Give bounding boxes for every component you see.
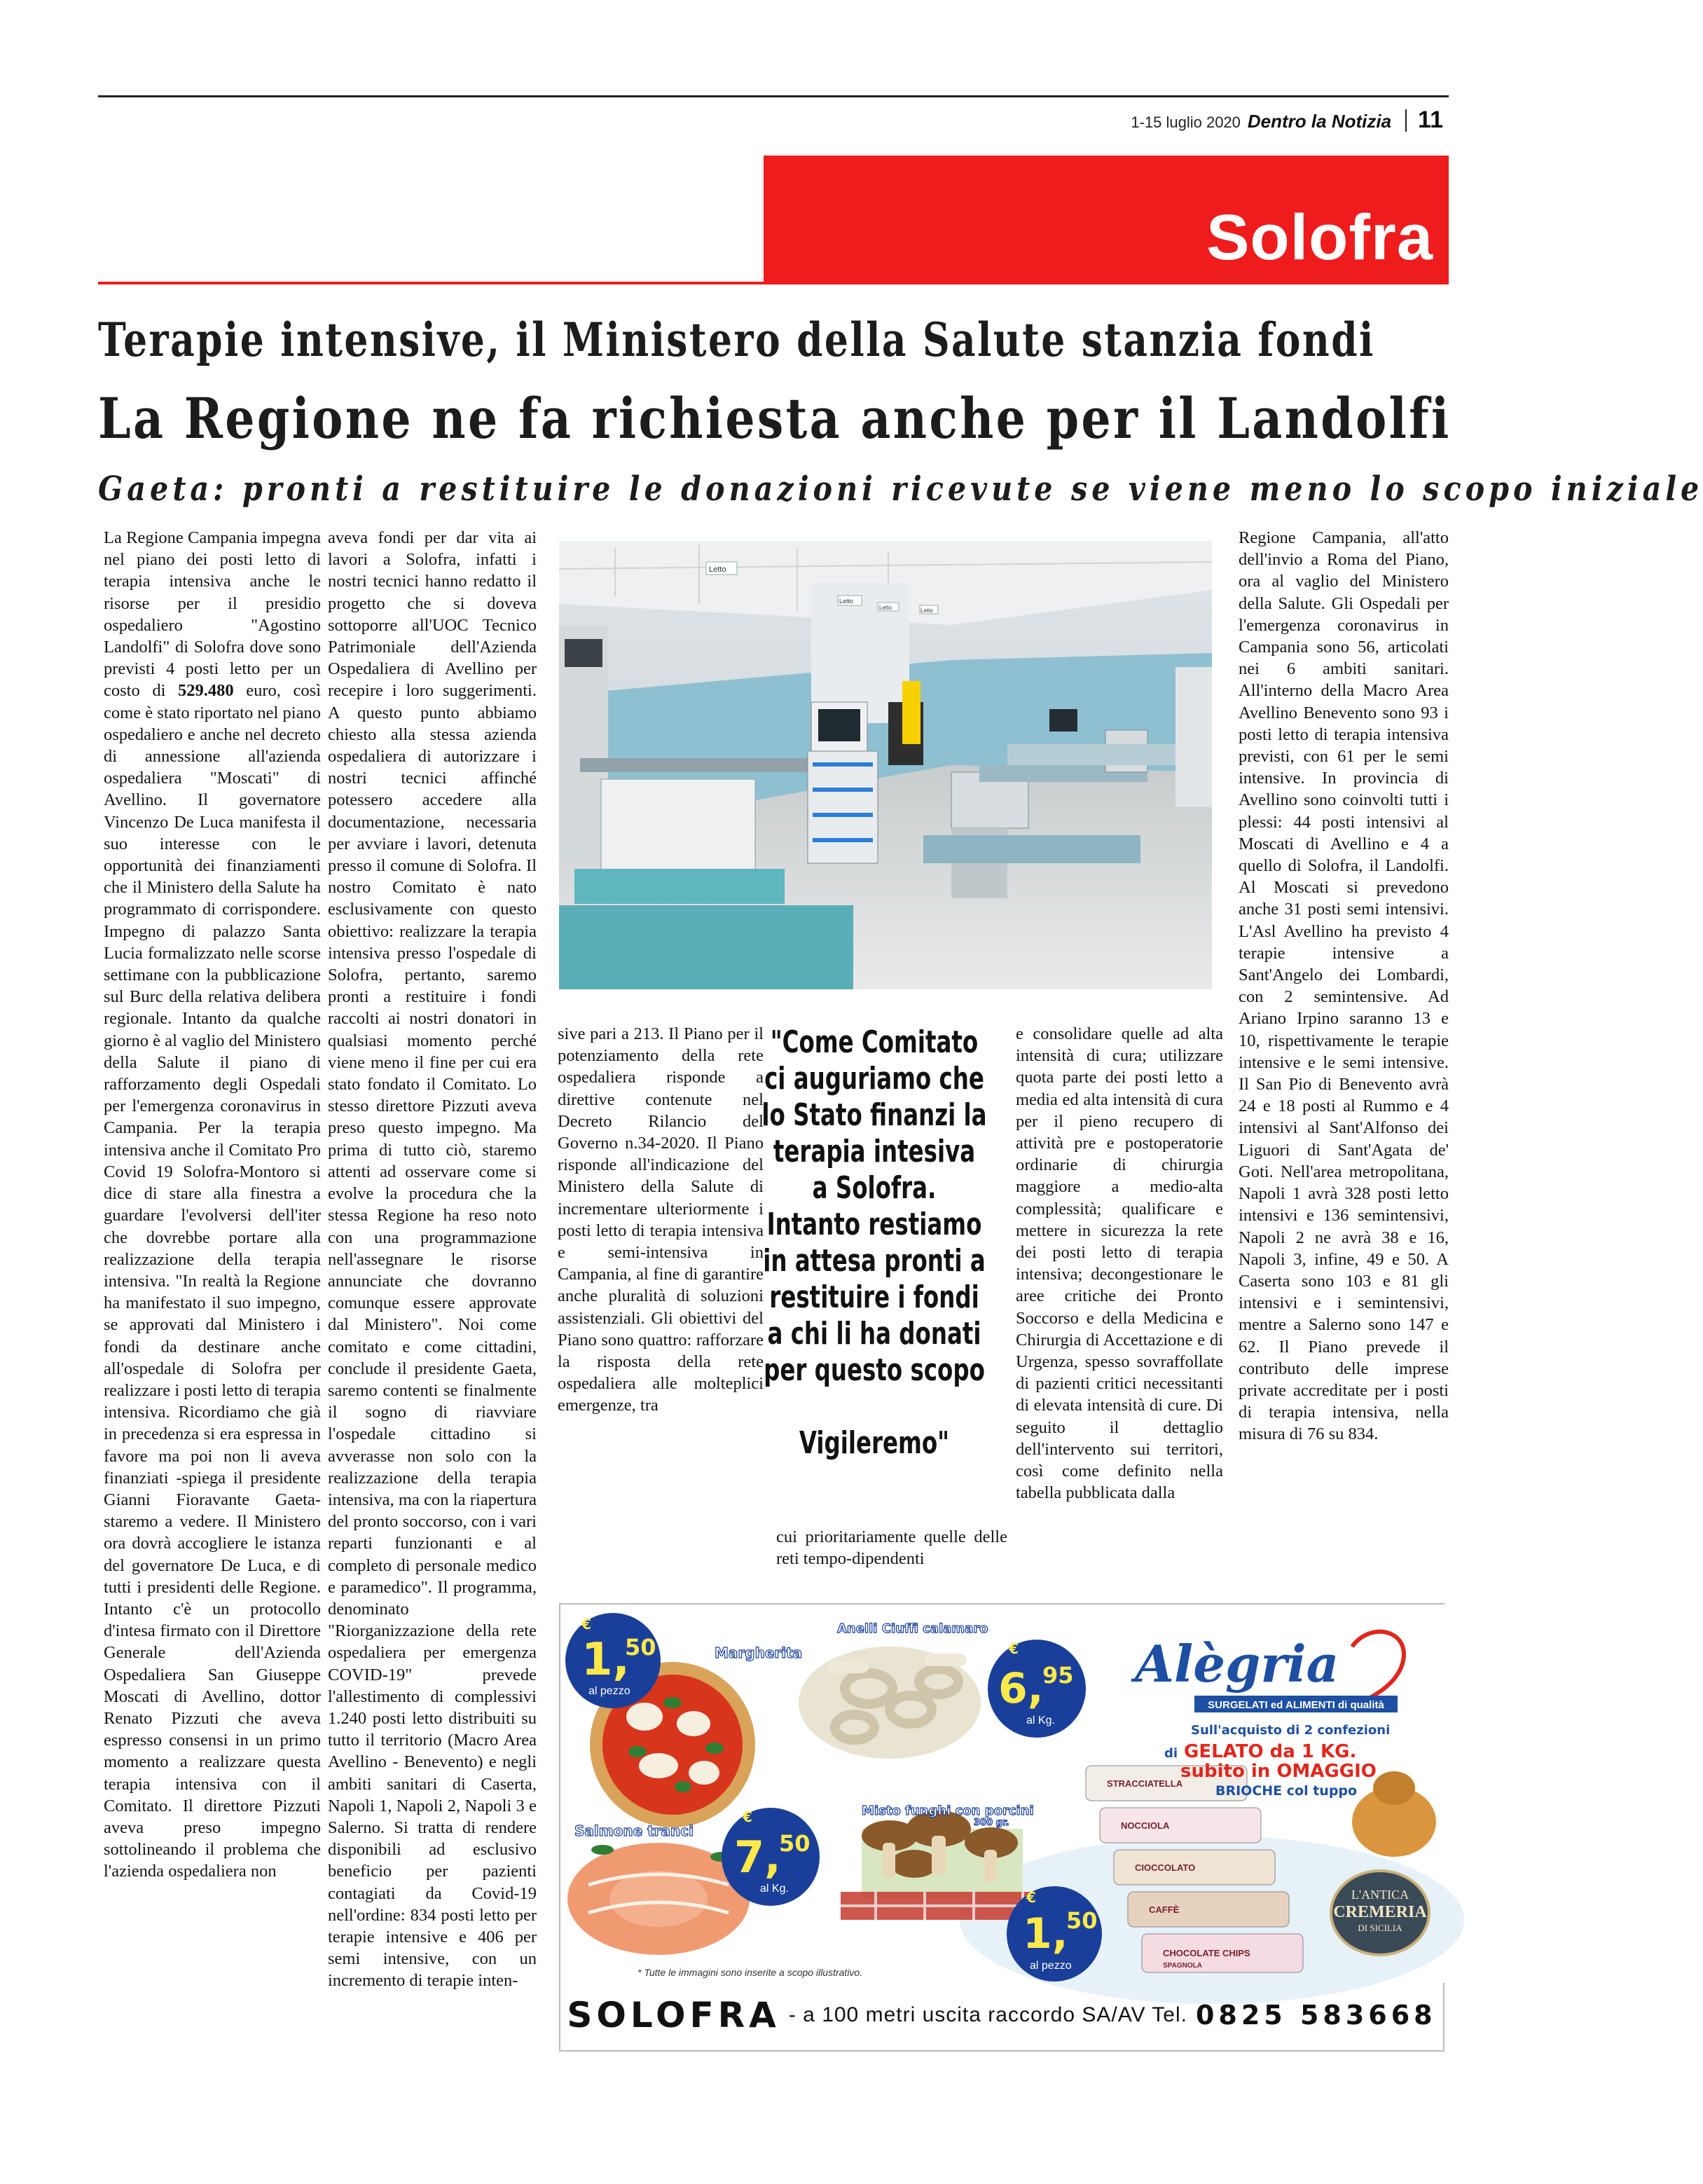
price-bubble-4 [1007,1886,1102,1982]
article-column-1 [104,527,321,1883]
gelato-label-5: CHOCOLATE CHIPS [1163,1948,1250,1958]
advertisement [559,1603,1445,2052]
gelato-label-2: NOCCIOLA [1121,1820,1170,1831]
bed-sign-3: Letto [879,605,892,611]
ad-footer [560,1980,1443,2050]
gelato-label-1: STRACCIATELLA [1107,1778,1183,1789]
price-2-currency: € [1009,1640,1019,1657]
article-column-3 [558,1023,764,1417]
pull-quote-signoff: Vigileremo" [799,1425,950,1461]
product-name-3: Salmone tranci [574,1822,694,1839]
ad-artwork [560,1605,1446,1983]
price-1-whole: 1, [581,1634,630,1686]
alegria-tagline: SURGELATI ed ALIMENTI di qualità [1208,1699,1384,1711]
ward-illustration [559,541,1212,989]
top-rule [98,95,1449,97]
issue-date: 1-15 luglio 2020 [1131,114,1241,131]
price-bubble-3 [722,1808,820,1906]
gelato-label-4: CAFFÈ [1149,1904,1180,1915]
section-label: Solofra [1206,202,1433,273]
price-2-cents: 95 [1042,1662,1074,1689]
price-3-whole: 7, [734,1832,781,1883]
promo-di: di [1164,1746,1178,1761]
product-name-1: Margherita [715,1644,803,1661]
price-2-unit: al Kg. [1026,1715,1055,1726]
column-1-text-a: La Regione Campania impegna nel piano dei posti letto di terapia intensiva anche le risorse per il presidio ospedaliero "Agostino Landolfi" di Solofra dove sono previsti 4 posti letto per un costo di [104,528,321,701]
calamari-image [799,1647,981,1759]
product-weight-4: 300 gr. [974,1818,1009,1828]
price-1-cents: 50 [625,1634,656,1661]
price-2-whole: 6, [998,1664,1044,1713]
price-3-cents: 50 [779,1830,811,1857]
page-number: 11 [1418,107,1443,133]
antica-cremeria-badge [1331,1871,1429,1955]
alegria-brand: Alègria [1135,1634,1339,1694]
subheadline: Gaeta: pronti a restituire le donazioni ricevute se viene meno lo scopo iniziale [98,469,1703,509]
headline-primary: Terapie intensive, il Ministero della Salute stanzia fondi [98,313,1375,367]
column-3-text: sive pari a 213. Il Piano per il potenziamento della rete ospedaliera risponde a direttive contenute nel Decreto Rilancio del Governo n.34-2020. Il Piano risponde all'indicazione del Ministero della Salute di incrementare ulteriormente i posti letto di terapia intensiva e semi-intensiva in Campania, al fine di garantire anche pluralità di soluzioni assistenziali. Gli obiettivi del Piano sono quattro: rafforzare la risposta della rete ospedaliera alle molteplici emergenze, tra [558,1024,764,1415]
price-bubble-1 [565,1613,661,1708]
article-column-2: aveva fondi per dar vita ai lavori a Solofra, infatti i nostri tecnici hanno redatto il progetto che si doveva sottoporre all'UOC Tecnico Patrimoniale dell'Azienda Ospedaliera di Avellino per recepire i loro suggerimenti. A questo punto abbiamo chiesto alla stessa azienda ospedaliera di autorizzare i nostri tecnici affinché potessero accedere alla documentazione, necessaria per avviare i lavori, detenuta presso il comune di Solofra. Il nostro Comitato è nato esclusivamente con questo obiettivo: realizzare la terapia intensiva presso l'ospedale di Solofra, pertanto, saremo pronti a restituire i fondi raccolti ai nostri donatori in qualsiasi momento perché viene meno il fine per cui era stato fondato il Comitato. Lo stesso direttore Pizzuti aveva preso questo impegno. Ma prima di tutto ciò, staremo attenti ad osservare come si evolve la procedura che la stessa Regione ha reso noto con una programmazione nell'assegnare le risorse annunciate che dovranno comunque essere approvate dal Ministero". Noi come comitato e come cittadini, conclude il presidente Gaeta, saremo contenti se finalmente il sogno di riavviare l'ospedale cittadino si avverasse non solo con la realizzazione della terapia intensiva, ma con la riapertura del pronto soccorso, con i vari reparti funzionanti e al completo di personale medico e paramedico". Il programma, denominato "Riorganizzazione della rete ospedaliera per emergenza COVID-19" prevede l'allestimento di complessivi 1.240 posti letto distribuiti su tutto il territorio (Macro Area Avellino - Benevento) e negli ambiti sanitari di Caserta, Napoli 1, Napoli 2, Napoli 3 e Salerno. Si tratta di rendere disponibili ad esclusivo beneficio per pazienti contagiati da Covid-19 nell'ordine: 834 posti letto per terapie intensive e 406 per semi intensive, con un incremento di terapie inten- [328,528,537,1991]
cremeria-line-3: DI SICILIA [1358,1923,1402,1933]
promo-line-4: BRIOCHE col tuppo [1215,1783,1358,1799]
hospital-ward-photo [559,541,1212,989]
bed-sign-4: Letto [921,607,933,614]
cremeria-line-2: CREMERIA [1333,1903,1427,1921]
section-rule [98,282,764,284]
section-banner [764,156,1449,284]
price-1-unit: al pezzo [588,1685,630,1697]
article-column-4: e consolidare quelle ad alta intensità di cura; utilizzare quota parte dei posti letto a media ed alta intensità di cura per il pieno recupero di attività pre e postoperatorie ordinarie di chirurgia maggiore a medio-alta complessità; qualificare e mettere in sicurezza la rete dei posti letto di terapia intensiva; decongestionare le aree critiche dei Pronto Soccorso e della Medicina e Chirurgia di Accettazione e di Urgenza, spesso sovraffollate di pazienti critici necessitanti di elevata intensità di cure. Di seguito il dettaglio dell'intervento sui territori, così come definito nella tabella pubblicata dalla [1016,1024,1223,1503]
publication-name: Dentro la Notizia [1247,111,1392,132]
gelato-label-6: SPAGNOLA [1163,1962,1202,1970]
price-4-unit: al pezzo [1030,1960,1072,1972]
column-1-text-b: euro, così come è stato riportato nel piano ospedaliero e anche nel decreto di annessione all'azienda ospedaliera "Moscati" di Avellino. Il governatore Vincenzo De Luca manifesta il suo interesse con le opportunità dei finanziamenti che il Ministero della Salute ha programmato di corrispondere. Impegno di palazzo Santa Lucia formalizzato nelle scorse settimane con la pubblicazione sul Burc della relativa delibera regionale. Intanto da qualche giorno è al vaglio del Ministero della Salute il piano di rafforzamento degli Ospedali per l'emergenza coronavirus in Campania. Per la terapia intensiva anche il Comitato Pro Covid 19 Solofra-Montoro si dice di stare alla finestra a guardare l'evolversi dell'iter che dovrebbe portare alla realizzazione della terapia intensiva. "In realtà la Regione ha manifestato il suo impegno, se approvati dal Ministero i fondi da destinare anche all'ospedale di Solofra per realizzare i posti letto di terapia intensiva. Ricordiamo che già in precedenza si era espressa in favore ma poi non li aveva finanziati -spiega il presidente Gianni Fioravante Gaeta- staremo a vedere. Il Ministero ora dovrà accogliere le istanza del governatore De Luca, e di tutti i presidenti delle Regione. Intanto c'è un protocollo d'intesa firmato con il Direttore Generale dell'Azienda Ospedaliera San Giuseppe Moscati di Avellino, dottor Renato Pizzuti che aveva espresso consensi in un primo momento a realizzare questa terapia intensiva con il Comitato. Il direttore Pizzuti aveva preso impegno sottolineando il problema che l'azienda ospedaliera non [104,681,321,1881]
gelato-label-3: CIOCCOLATO [1135,1862,1196,1873]
promo-line-3: subito in OMAGGIO [1180,1761,1377,1782]
price-4-whole: 1, [1023,1909,1068,1958]
cremeria-line-1: L'ANTICA [1351,1888,1409,1902]
headline-secondary: La Regione ne fa richiesta anche per il Landolfi [98,385,1452,451]
product-name-4: Misto funghi con porcini [862,1804,1034,1818]
price-4-currency: € [1026,1889,1036,1906]
promo-line-2: GELATO da 1 KG. [1184,1741,1357,1762]
page-header [1131,107,1443,134]
pull-quote-text: "Come Comitato ci auguriamo che lo Stato finanzi la terapia intesiva a Solofra. Intanto restiamo in attesa pronti a restituire i fondi a chi li ha donati per questo scopo [761,1024,987,1388]
ad-phone: 0825 583668 [1195,2000,1437,2031]
price-3-currency: € [743,1808,752,1825]
header-divider [1405,109,1407,132]
price-1-currency: € [581,1616,591,1633]
price-bubble-2 [988,1640,1086,1738]
price-4-cents: 50 [1066,1907,1098,1934]
product-name-2: Anelli Ciuffi calamaro [837,1621,988,1636]
promo-line-1: Sull'acquisto di 2 confezioni [1191,1723,1391,1738]
ad-town: SOLOFRA [567,1995,780,2035]
cost-amount: 529.480 [178,681,234,701]
price-3-unit: al Kg. [760,1883,789,1895]
bed-sign-1: Letto [709,565,726,574]
ad-address: - a 100 metri uscita raccordo SA/AV Tel. [788,2003,1187,2026]
bed-sign-2: Letto [839,598,854,605]
ad-disclaimer: * Tutte le immagini sono inserite a scopo illustrativo. [637,1967,863,1978]
article-column-3-tail: cui prioritariamente quelle delle reti tempo-dipendenti [776,1527,1007,1569]
pull-quote [737,1024,1012,1462]
article-column-5: Regione Campania, all'atto dell'invio a Roma del Piano, ora al vaglio del Ministero della Salute. Gli Ospedali per l'emergenza coronavirus in Campania sono 56, articolati nei 6 ambiti sanitari. All'interno della Macro Area Avellino Benevento sono 93 i posti letto di terapia intensiva previsti, con 61 per le semi intensive. In provincia di Avellino sono coinvolti tutti i plessi: 44 posti intensivi al Moscati di Avellino e 4 a quello di Solofra, il Landolfi. Al Moscati si prevedono anche 31 posti semi intensivi. L'Asl Avellino ha previsto 4 terapie intensive a Sant'Angelo dei Lombardi, con 2 semintensive. Ad Ariano Irpino saranno 13 e 10, rispettivamente le terapie intensive e le semi intensive. Il San Pio di Benevento avrà 24 e 18 posti al Rummo e 4 intensivi al Sant'Alfonso dei Liguori di Sant'Agata de' Goti. Nell'area metropolitana, Napoli 1 avrà 328 posti letto intensivi e 136 semintensivi, Napoli 2 ne avrà 38 e 16, Napoli 3, infine, 49 e 50. A Caserta sono 103 e 81 gli intensivi e i semintensivi, mentre a Salerno sono 147 e 62. Il Piano prevede il contributo delle imprese private accreditate per i posti di terapia intensiva, nella misura di 76 su 834. [1239,528,1449,1444]
